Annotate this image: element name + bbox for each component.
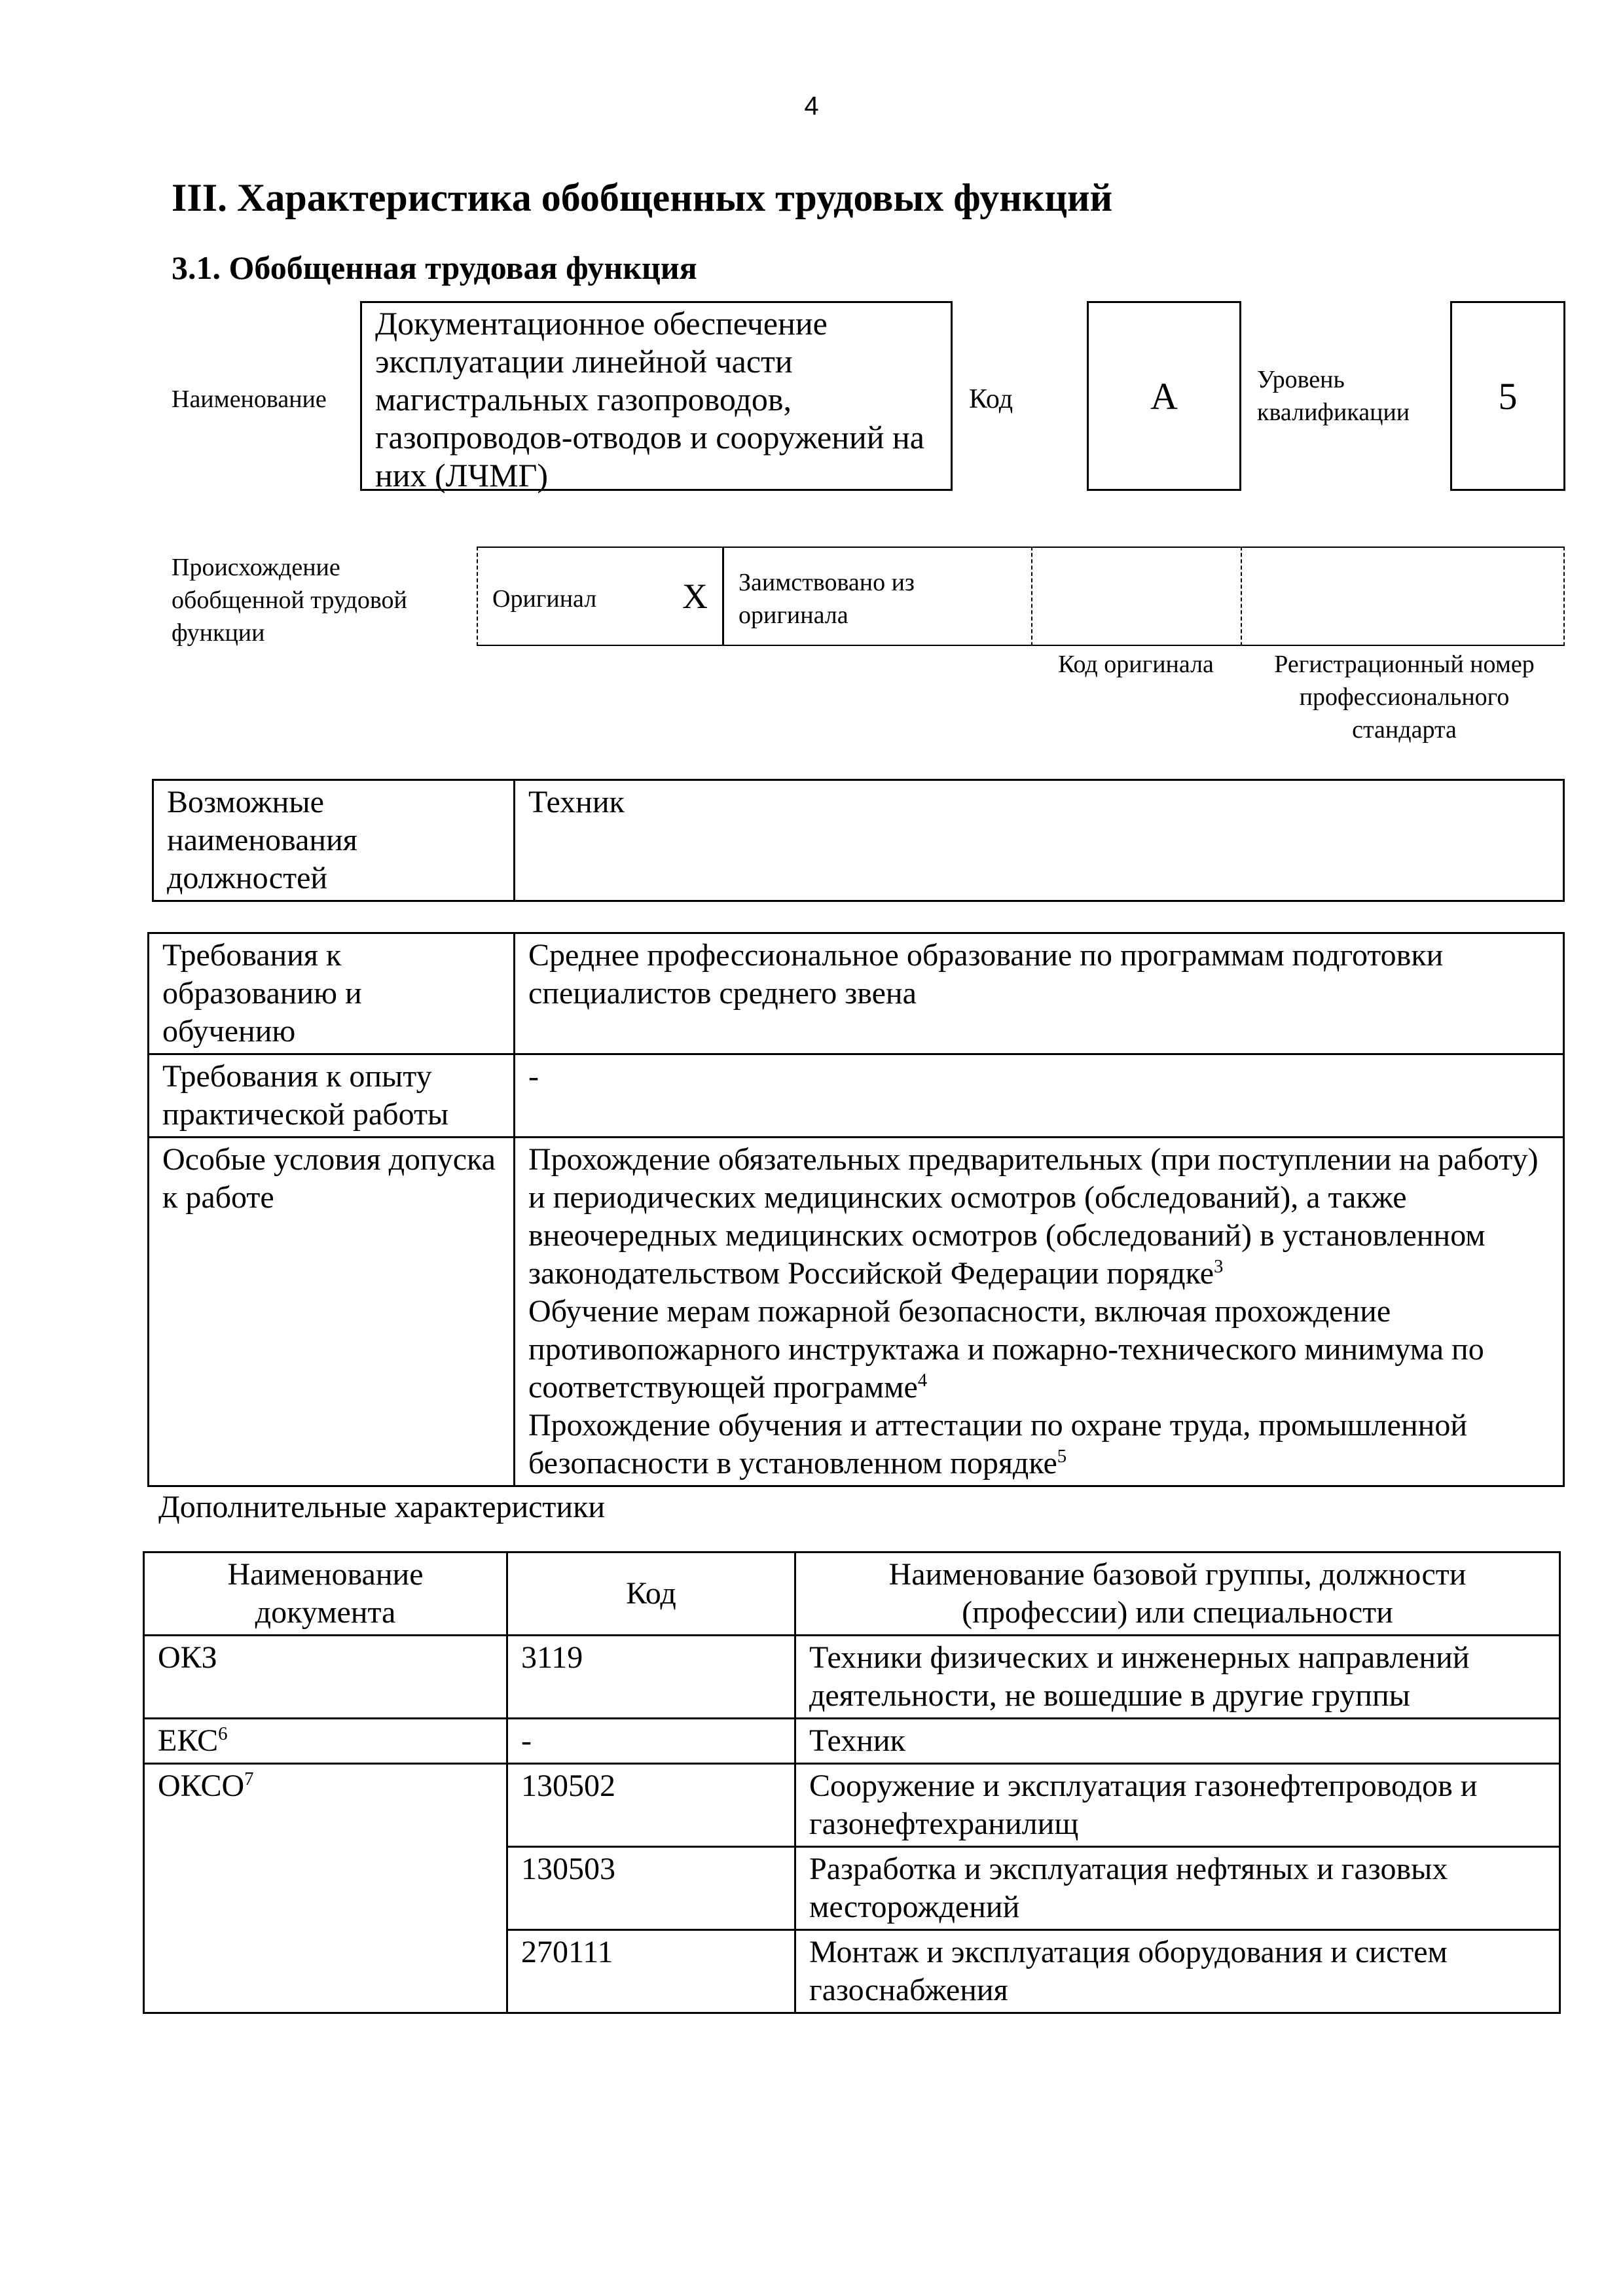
code-label: Код [969,384,1013,414]
code-cell: 3119 [507,1636,795,1719]
column-header: Наименование документа [144,1552,507,1636]
name-cell: Монтаж и эксплуатация оборудования и систем газоснабжения [795,1930,1560,2013]
origin-divider-2 [1031,547,1032,646]
requirement-paragraph: Обучение мерам пожарной безопасности, включая прохождение противопожарного инструктажа и пожарно-технического минимума по соответствующей программе$^4$ [528,1294,1484,1405]
code-cell: 130502 [507,1764,795,1847]
level-value: 5 [1498,374,1518,418]
requirement-text [515,1138,1564,1486]
code-cell: 270111 [507,1930,795,2013]
origin-frame [477,547,1565,646]
borrowed-label: Заимствовано из оригинала [739,569,915,629]
name-cell: Техники физических и инженерных направлений деятельности, не вошедшие в другие группы [795,1636,1560,1719]
requirement-label: Особые условия допуска к работе [149,1138,515,1486]
requirements-table [147,932,1565,1487]
page-number: 4 [804,92,819,120]
column-header: Код [507,1552,795,1636]
code-cell: - [507,1719,795,1764]
table-header-row [144,1552,1560,1636]
code-value: А [1150,374,1178,418]
origin-divider-1 [722,547,724,646]
positions-table [152,779,1565,902]
original-label: Оригинал [492,585,597,613]
table-row [144,1764,1560,1847]
subsection-title: 3.1. Обобщенная трудовая функция [172,249,697,286]
table-row [144,1719,1560,1764]
code-cell: 130503 [507,1847,795,1930]
requirement-label: Требования к опыту практической работы [149,1054,515,1138]
origin-divider-3 [1241,547,1242,646]
reg-number-caption: Регистрационный номер профессионального стандарта [1274,651,1535,744]
name-label: Наименование [172,386,327,413]
function-name-box [360,301,953,491]
doc-cell: ОКСО$^7$ [144,1764,507,2013]
level-label: Уровень квалификации [1257,366,1410,426]
footnote-ref: 4 [917,1370,928,1391]
additional-title: Дополнительные характеристики [158,1490,606,1524]
origin-divider-left [477,547,478,646]
positions-label: Возможные наименования должностей [153,780,515,901]
name-cell: Сооружение и эксплуатация газонефтепроводов и газонефтехранилищ [795,1764,1560,1847]
requirement-row [149,1054,1564,1138]
origin-label: Происхождение обобщенной трудовой функции [172,554,407,647]
name-cell: Разработка и эксплуатация нефтяных и газовых месторождений [795,1847,1560,1930]
footnote-ref: 7 [244,1768,254,1789]
requirement-row [149,1138,1564,1486]
requirement-text: Среднее профессиональное образование по программам подготовки специалистов среднего звена [515,933,1564,1054]
footnote-ref: 5 [1057,1446,1067,1467]
positions-value: Техник [515,780,1564,901]
table-row [144,1636,1560,1719]
original-mark: X [682,577,708,616]
origin-divider-right [1563,547,1565,646]
requirement-paragraph: Прохождение обучения и аттестации по охране труда, промышленной безопасности в установленном порядке$^5$ [528,1408,1468,1480]
column-header: Наименование базовой группы, должности (профессии) или специальности [795,1552,1560,1636]
requirement-row [149,933,1564,1054]
footnote-ref: 3 [1214,1256,1224,1277]
function-name-value: Документационное обеспечение эксплуатации линейной части магистральных газопроводов, газопроводов-отводов и сооружений на них (ЛЧМГ) [375,305,924,493]
additional-table [143,1551,1561,2014]
requirement-text: - [515,1054,1564,1138]
code-box [1087,301,1241,491]
section-title: III. Характеристика обобщенных трудовых функций [172,176,1113,219]
doc-cell: ОКЗ [144,1636,507,1719]
doc-cell: ЕКС$^6$ [144,1719,507,1764]
requirement-paragraph: Прохождение обязательных предварительных (при поступлении на работу) и периодических медицинских осмотров (обследований), а также внеочередных медицинских осмотров (обследований) в установленном законодательством Российской Федерации порядке$^3$ [528,1142,1539,1291]
level-box [1450,301,1565,491]
code-original-caption: Код оригинала [1058,651,1214,678]
footnote-ref: 6 [218,1723,228,1744]
requirement-label: Требования к образованию и обучению [149,933,515,1054]
name-cell: Техник [795,1719,1560,1764]
